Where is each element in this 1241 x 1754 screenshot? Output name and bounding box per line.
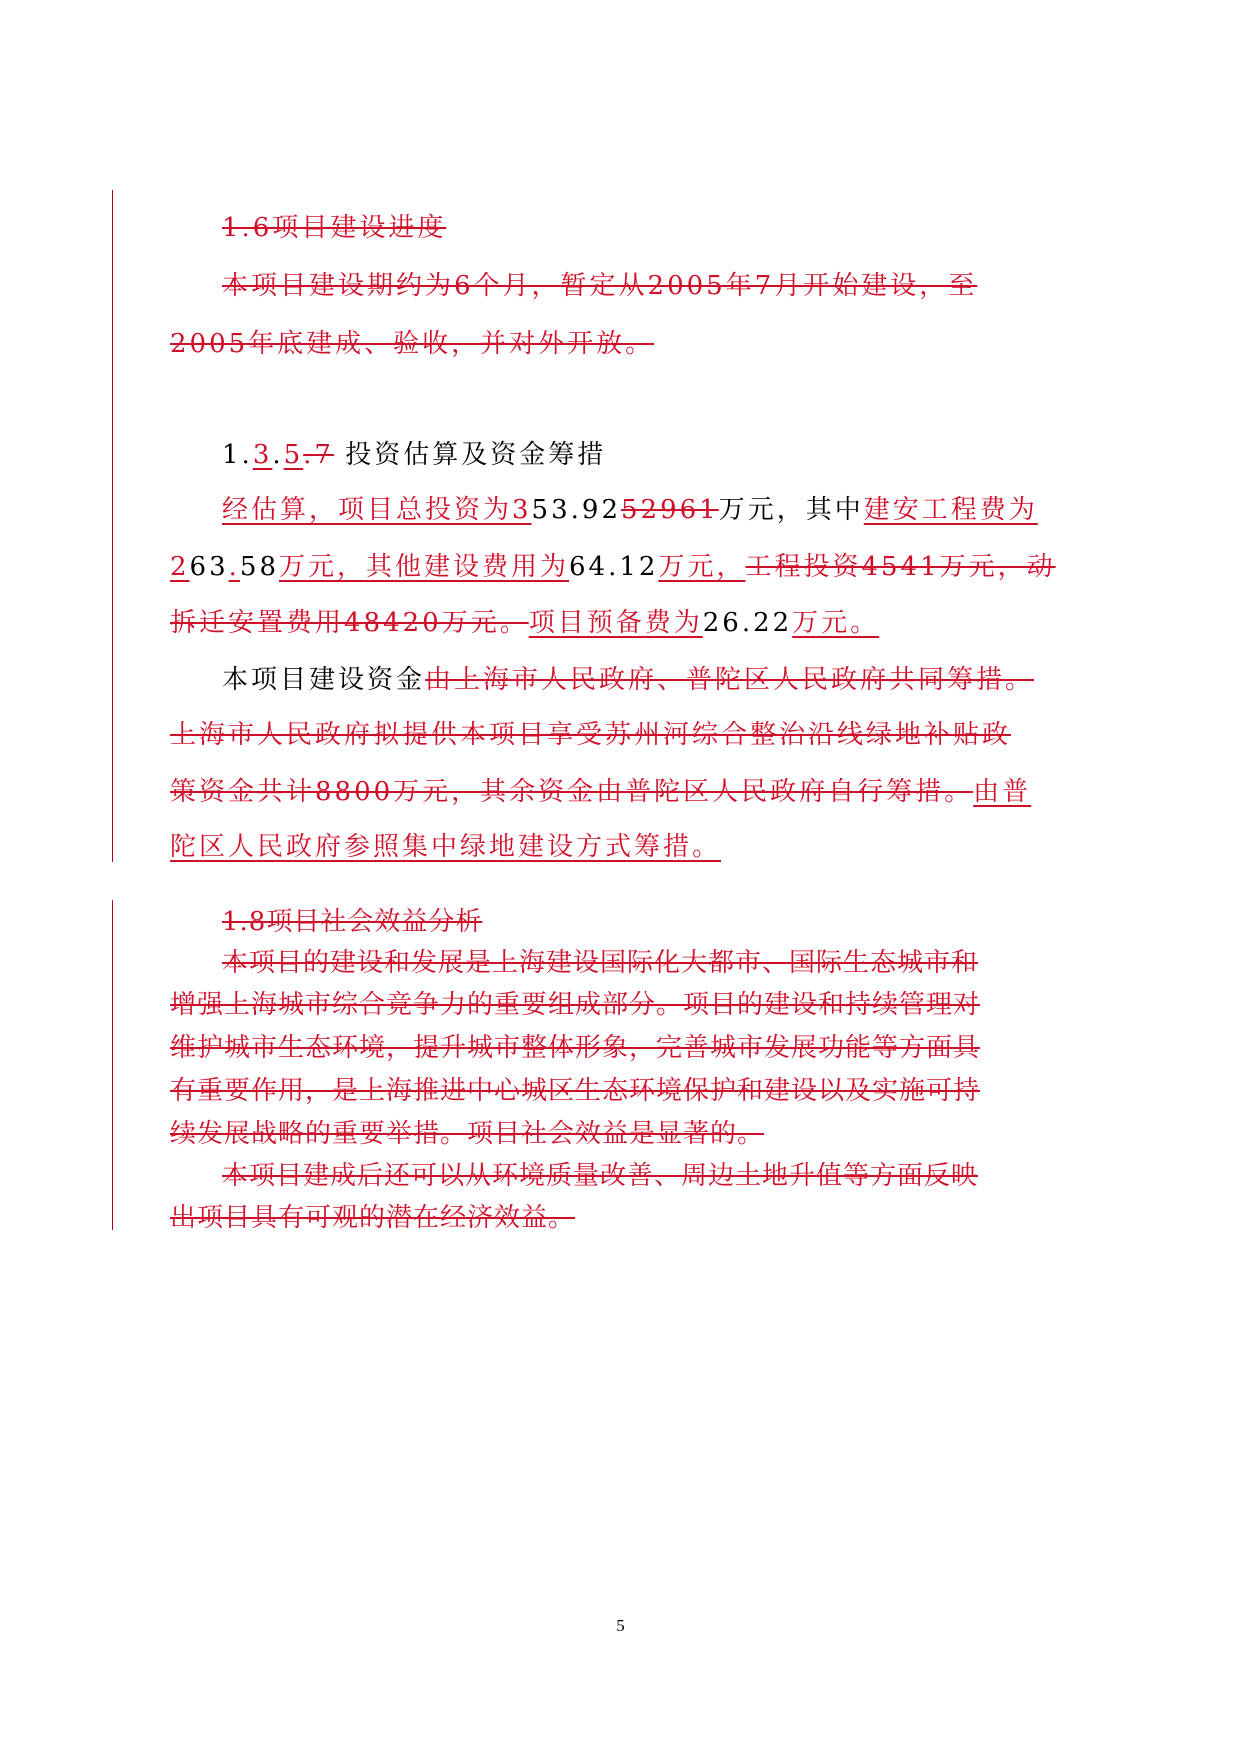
paragraph-line [222,662,1034,698]
deleted-text: 有重要作用，是上海推进中心城区生态环境保护和建设以及实施可持 [170,1076,981,1106]
deleted-text: 1.6项目建设进度 [222,213,447,243]
body-text: 58 [239,552,279,582]
heading-investment [222,437,606,473]
paragraph-line [170,1200,575,1236]
deleted-text: 本项目建成后还可以从环境质量改善、周边土地升值等方面反映 [222,1161,979,1191]
inserted-text: . [228,552,240,582]
deleted-text: 拆迁安置费用48420万元。 [170,608,529,638]
paragraph-line [170,774,1031,810]
body-text: 万元，其中 [718,495,864,525]
inserted-text: 万元， [658,552,746,582]
body-text: 63 [189,552,229,582]
paragraph-line [222,492,1038,528]
heading-1-6 [222,210,446,246]
inserted-text: 建安工程费为 [863,495,1038,525]
inserted-text: 由普 [973,777,1032,807]
body-text: 53.92 [531,495,621,525]
deleted-text: 维护城市生态环境，提升城市整体形象，完善城市发展功能等方面具 [170,1033,981,1063]
deleted-text: 由上海市人民政府、普陀区人民政府共同筹措。 [425,665,1035,695]
paragraph-line [170,717,1011,753]
change-bar-section-1-6 [112,190,113,862]
body-text: 本项目建设资金 [222,665,426,695]
paragraph-line [170,605,879,641]
paragraph-line [222,1158,978,1194]
deleted-text: 本项目建设期约为6个月，暂定从2005年7月开始建设，至 [222,271,978,301]
body-text: 26.22 [702,608,793,638]
paragraph-line [170,987,980,1023]
deleted-text: .7 [303,440,334,470]
heading-1-8 [222,904,482,940]
inserted-text: 万元。 [792,608,880,638]
body-text: . [272,440,284,470]
paragraph-line [170,1030,980,1066]
paragraph-line [170,1116,764,1152]
deleted-text: 本项目的建设和发展是上海建设国际化大都市、国际生态城市和 [222,948,979,978]
paragraph-line [170,1073,980,1109]
body-text: 64.12 [569,552,659,582]
paragraph-line [170,549,1056,585]
deleted-text: 2005年底建成、验收，并对外开放。 [170,329,655,359]
deleted-text: 52961 [620,495,719,525]
inserted-text: 经估算，项目总投资为3 [222,495,532,525]
deleted-text: 1.8项目社会效益分析 [222,907,483,937]
deleted-text: 增强上海城市综合竞争力的重要组成部分。项目的建设和持续管理对 [170,990,981,1020]
body-text: 1. [222,440,253,470]
inserted-text: 万元，其他建设费用为 [279,552,570,582]
deleted-text: 工程投资4541万元，动 [745,552,1056,582]
body-text: 投资估算及资金筹措 [333,440,607,470]
inserted-text: 2 [170,552,190,582]
inserted-text: 5 [283,440,304,470]
paragraph-line [170,829,721,865]
inserted-text: 陀区人民政府参照集中绿地建设方式筹措。 [170,832,722,862]
inserted-text: 3 [252,440,273,470]
change-bar-section-1-8 [112,900,113,1230]
page-number: 5 [616,1616,625,1635]
deleted-text: 策资金共计8800万元，其余资金由普陀区人民政府自行筹措。 [170,777,974,807]
paragraph-line [170,326,654,362]
inserted-text: 项目预备费为 [528,608,703,638]
paragraph-line [222,945,978,981]
deleted-text: 续发展战略的重要举措。项目社会效益是显著的。 [170,1119,765,1149]
paragraph-line [222,268,977,304]
deleted-text: 上海市人民政府拟提供本项目享受苏州河综合整治沿线绿地补贴政 [170,720,1012,750]
deleted-text: 出项目具有可观的潜在经济效益。 [170,1203,576,1233]
